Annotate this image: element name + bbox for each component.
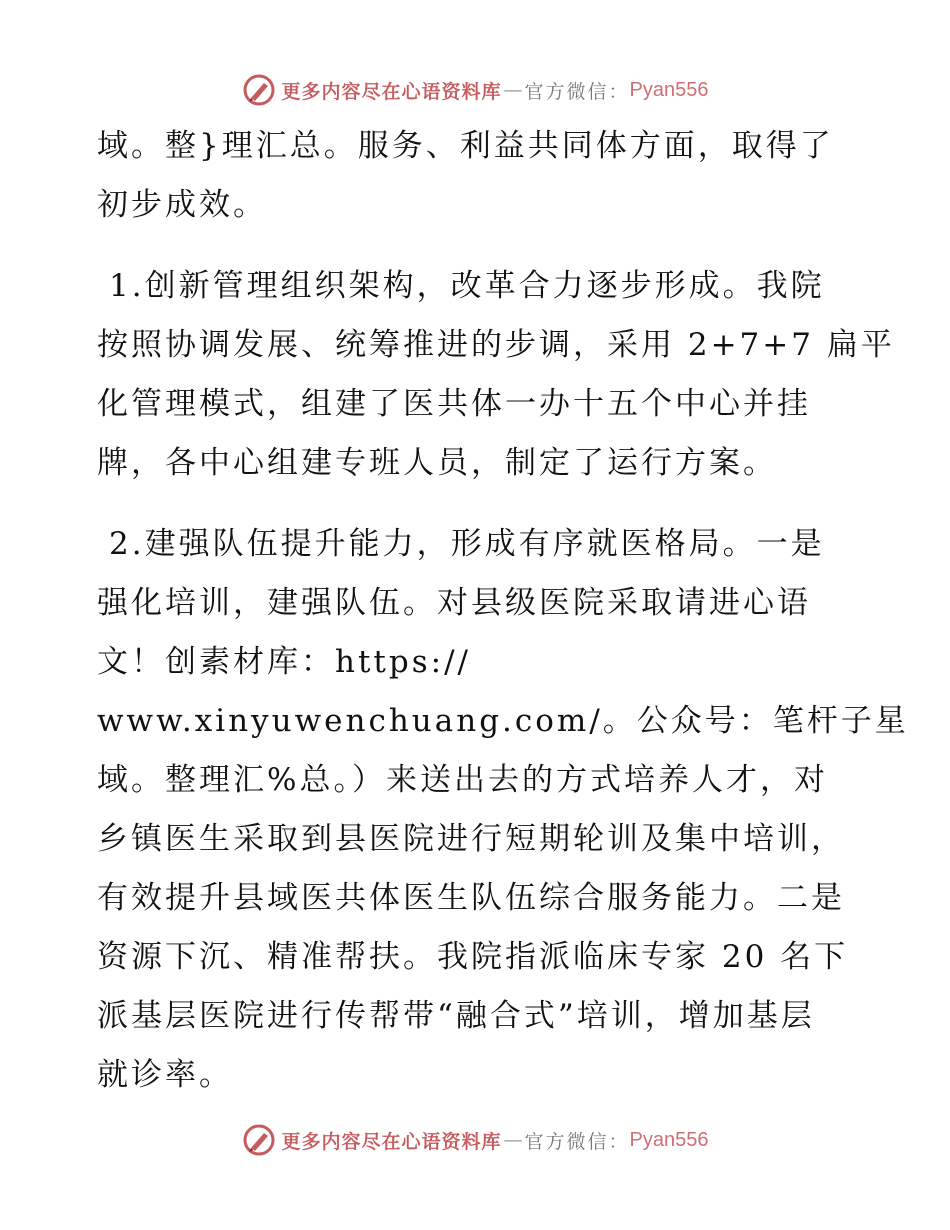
- text-line: 化管理模式，组建了医共体一办十五个中心并挂: [97, 386, 811, 422]
- text-line: 1.创新管理组织架构，改革合力逐步形成。我院: [109, 268, 825, 304]
- text-line: 牌，各中心组建专班人员，制定了运行方案。: [97, 445, 777, 481]
- watermark-brand: 更多内容尽在心语资料库: [281, 80, 502, 103]
- text-line: 域。整}理汇总。服务、利益共同体方面，取得了: [97, 128, 834, 164]
- text-line: 资源下沉、精准帮扶。我院指派临床专家 20 名下: [97, 939, 849, 975]
- text-line: 2.建强队伍提升能力，形成有序就医格局。一是: [109, 526, 825, 562]
- pen-logo-icon: [242, 1123, 276, 1157]
- text-line: 初步成效。: [97, 187, 267, 223]
- text-line: 域。整理汇%总。）来送出去的方式培养人才，对: [97, 762, 828, 798]
- watermark-wechat-id: Pyan556: [629, 78, 709, 101]
- text-line: 强化培训，建强队伍。对县级医院采取请进心语: [97, 585, 811, 621]
- pen-logo-icon: [242, 73, 276, 107]
- paragraph-3: [97, 515, 909, 1105]
- text-line: www.xinyuwenchuang.com/。公众号：笔杆子星: [97, 703, 909, 739]
- paragraph-1: [97, 117, 857, 235]
- watermark-wechat-id: Pyan556: [629, 1128, 709, 1151]
- text-line: 乡镇医生采取到县医院进行短期轮训及集中培训，: [97, 821, 845, 857]
- text-line: 有效提升县域医共体医生队伍综合服务能力。二是: [97, 880, 845, 916]
- watermark-brand: 更多内容尽在心语资料库: [281, 1130, 502, 1153]
- paragraph-2: [97, 257, 895, 493]
- text-line: 派基层医院进行传帮带“融合式”培训，增加基层: [97, 998, 815, 1034]
- document-body: [97, 117, 909, 1105]
- watermark-label: 官方微信：: [524, 80, 630, 103]
- header-watermark: [0, 70, 950, 110]
- footer-watermark: [0, 1120, 950, 1160]
- watermark-separator: —: [503, 79, 523, 101]
- text-line: 按照协调发展、统筹推进的步调，采用 2+7+7 扁平: [97, 327, 895, 363]
- watermark-label: 官方微信：: [524, 1130, 630, 1153]
- text-line: 文！创素材库：https://: [97, 644, 471, 680]
- watermark-separator: —: [503, 1129, 523, 1151]
- text-line: 就诊率。: [97, 1057, 233, 1093]
